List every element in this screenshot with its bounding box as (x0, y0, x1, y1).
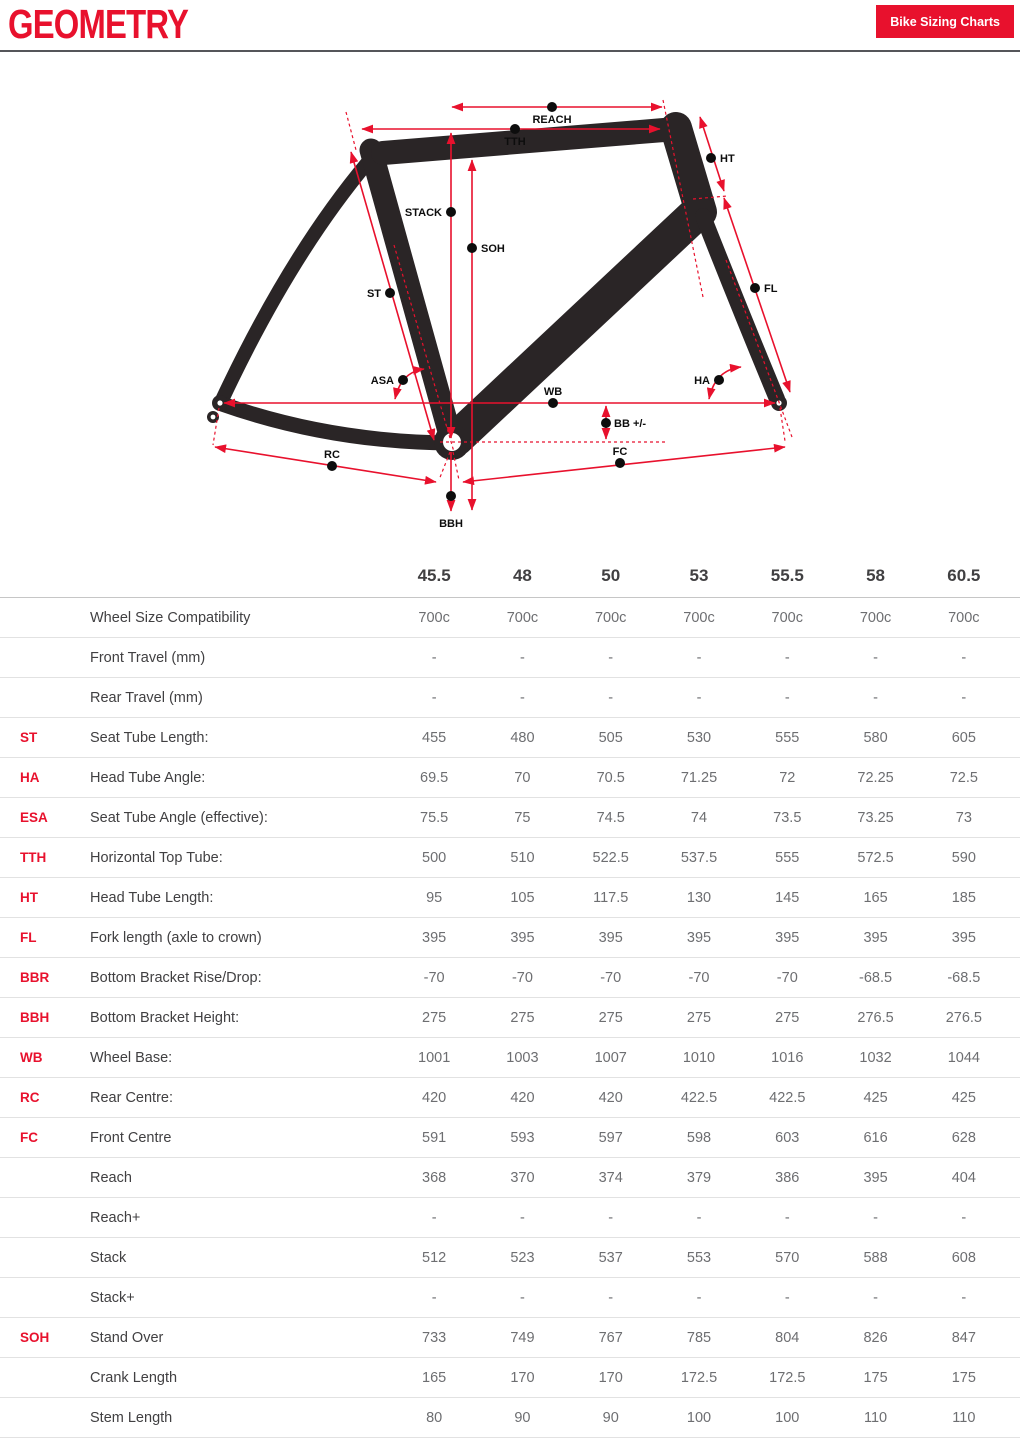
row-code: RC (20, 1090, 40, 1105)
row-value: 70 (514, 769, 531, 786)
table-row (0, 718, 1020, 758)
row-label: Stack+ (90, 1289, 135, 1306)
row-label: Head Tube Angle: (90, 769, 206, 786)
row-label: Seat Tube Length: (90, 729, 209, 746)
table-row (0, 1078, 1020, 1118)
row-value: - (608, 1289, 614, 1306)
row-value: 420 (510, 1089, 535, 1106)
row-label: Reach (90, 1169, 132, 1186)
row-value: 420 (422, 1089, 447, 1106)
row-value: 368 (422, 1169, 447, 1186)
row-value: - (873, 1209, 878, 1226)
row-code: FL (20, 930, 37, 945)
row-label: Reach+ (90, 1209, 141, 1226)
row-value: 175 (951, 1369, 976, 1386)
table-row (0, 878, 1020, 918)
row-value: 73.25 (857, 809, 894, 826)
size-col-header: 45.5 (417, 566, 451, 585)
table-row (0, 1158, 1020, 1198)
bbh-label: BBH (439, 518, 463, 530)
geometry-table-body (0, 598, 1020, 1438)
table-row (0, 838, 1020, 878)
row-label: Front Centre (90, 1129, 172, 1146)
row-value: 1001 (418, 1049, 451, 1066)
row-value: 145 (775, 889, 800, 906)
row-label: Stack (90, 1249, 127, 1266)
row-value: -70 (511, 969, 533, 986)
row-value: 572.5 (857, 849, 894, 866)
row-value: 100 (775, 1409, 800, 1426)
row-value: 553 (686, 1249, 712, 1266)
row-value: 425 (863, 1089, 888, 1106)
bike-geometry-diagram (0, 52, 1020, 555)
row-value: 172.5 (769, 1369, 806, 1386)
row-value: 570 (775, 1249, 800, 1266)
row-value: 1007 (594, 1049, 627, 1066)
row-value: 505 (598, 729, 623, 746)
table-row (0, 1038, 1020, 1078)
row-value: 275 (510, 1009, 535, 1026)
page-title: GEOMETRY (8, 1, 189, 47)
row-value: 90 (514, 1409, 531, 1426)
row-value: 110 (952, 1409, 976, 1426)
row-value: 374 (598, 1169, 623, 1186)
dim-soh (467, 160, 505, 510)
row-value: - (961, 1209, 967, 1226)
row-value: 555 (775, 729, 800, 746)
row-value: - (873, 649, 878, 666)
row-value: 700c (594, 609, 627, 626)
row-value: 767 (598, 1329, 623, 1346)
stack-label: STACK (404, 207, 442, 219)
row-value: 275 (686, 1009, 712, 1026)
row-value: 523 (510, 1249, 535, 1266)
row-value: 276.5 (857, 1009, 894, 1026)
row-label: Seat Tube Angle (effective): (90, 809, 268, 826)
row-value: 379 (686, 1169, 712, 1186)
table-row (0, 1358, 1020, 1398)
st-label: ST (366, 288, 381, 300)
row-value: 480 (510, 729, 535, 746)
row-label: Bottom Bracket Height: (90, 1009, 240, 1026)
row-value: -70 (600, 969, 622, 986)
row-value: - (873, 689, 878, 706)
size-col-header: 50 (601, 566, 621, 585)
dim-fc (463, 446, 785, 482)
row-code: ESA (20, 810, 48, 825)
row-value: - (608, 689, 614, 706)
row-code: SOH (20, 1330, 50, 1345)
row-code: FC (20, 1130, 38, 1145)
row-value: 500 (422, 849, 447, 866)
dim-ha (694, 367, 741, 399)
row-value: -70 (423, 969, 445, 986)
row-code: BBR (20, 970, 50, 985)
row-value: 593 (510, 1129, 535, 1146)
dim-bbh (439, 452, 463, 530)
row-value: - (431, 1209, 437, 1226)
soh-label: SOH (481, 243, 505, 255)
row-value: 628 (951, 1129, 976, 1146)
size-header-row (0, 555, 1020, 598)
row-value: 1003 (506, 1049, 539, 1066)
table-row (0, 798, 1020, 838)
row-value: 512 (422, 1249, 447, 1266)
row-label: Front Travel (mm) (90, 649, 206, 666)
table-row (0, 758, 1020, 798)
row-value: 75 (514, 809, 531, 826)
row-value: 130 (686, 889, 712, 906)
row-label: Wheel Base: (90, 1049, 173, 1066)
row-value: 72 (779, 769, 796, 786)
wb-label: WB (543, 386, 563, 398)
row-value: - (520, 1289, 525, 1306)
row-value: 175 (863, 1369, 888, 1386)
table-row (0, 678, 1020, 718)
row-value: 185 (951, 889, 976, 906)
table-row (0, 1198, 1020, 1238)
row-value: 73.5 (773, 809, 802, 826)
row-value: 74 (690, 809, 708, 826)
row-value: - (431, 689, 437, 706)
row-value: 170 (510, 1369, 535, 1386)
row-value: 275 (422, 1009, 447, 1026)
row-value: - (696, 1289, 702, 1306)
row-value: 537 (598, 1249, 623, 1266)
table-row (0, 1398, 1020, 1438)
row-value: 275 (775, 1009, 800, 1026)
row-code: BBH (20, 1010, 50, 1025)
bike-frame-svg (0, 52, 1020, 555)
row-value: 105 (510, 889, 535, 906)
row-value: 90 (602, 1409, 619, 1426)
dim-rc (215, 447, 436, 482)
row-value: 117.5 (593, 889, 629, 906)
row-label: Crank Length (90, 1369, 178, 1386)
row-label: Fork length (axle to crown) (90, 929, 262, 946)
row-value: 95 (426, 889, 443, 906)
row-value: -68.5 (947, 969, 981, 986)
row-value: - (520, 649, 525, 666)
row-value: - (961, 1289, 967, 1306)
row-value: 605 (951, 729, 976, 746)
asa-label: ASA (370, 375, 394, 387)
row-value: 100 (686, 1409, 712, 1426)
row-value: 370 (510, 1169, 535, 1186)
row-value: 700c (948, 609, 980, 626)
table-row (0, 598, 1020, 638)
row-label: Head Tube Length: (90, 889, 214, 906)
row-value: 700c (506, 609, 539, 626)
row-value: - (784, 649, 790, 666)
size-col-header: 60.5 (947, 566, 981, 585)
row-code: WB (20, 1050, 43, 1065)
table-row (0, 918, 1020, 958)
row-value: - (520, 689, 525, 706)
row-value: - (696, 1209, 702, 1226)
row-value: 510 (510, 849, 535, 866)
row-value: 588 (863, 1249, 888, 1266)
row-value: 847 (951, 1329, 976, 1346)
row-value: 700c (683, 609, 715, 626)
row-value: 395 (863, 929, 888, 946)
reach-label: REACH (532, 114, 572, 126)
row-value: 733 (422, 1329, 447, 1346)
row-value: 590 (951, 849, 976, 866)
row-label: Rear Centre: (90, 1089, 174, 1106)
row-value: 275 (598, 1009, 623, 1026)
dim-bb (601, 406, 646, 439)
row-value: - (608, 649, 614, 666)
bb-label: BB +/- (614, 418, 647, 430)
row-code: ST (20, 730, 38, 745)
row-value: - (608, 1209, 614, 1226)
fc-label: FC (612, 446, 628, 458)
row-value: 422.5 (680, 1089, 718, 1106)
row-value: - (873, 1289, 878, 1306)
row-value: 749 (510, 1329, 535, 1346)
table-row (0, 958, 1020, 998)
row-code: HA (20, 770, 40, 785)
row-value: 70.5 (596, 769, 625, 786)
row-value: 71.25 (680, 769, 718, 786)
row-value: - (961, 689, 967, 706)
size-col-header: 48 (512, 566, 532, 585)
row-value: 420 (598, 1089, 623, 1106)
row-value: -68.5 (859, 969, 893, 986)
row-value: 522.5 (592, 849, 629, 866)
row-value: -70 (776, 969, 798, 986)
size-col-header: 53 (689, 566, 709, 585)
bike-sizing-charts-button[interactable]: Bike Sizing Charts (876, 5, 1014, 38)
size-col-header: 55.5 (770, 566, 804, 585)
table-row (0, 638, 1020, 678)
table-row (0, 998, 1020, 1038)
row-value: 1010 (682, 1049, 716, 1066)
page-header (0, 0, 1020, 52)
row-value: 785 (686, 1329, 712, 1346)
row-value: 165 (422, 1369, 447, 1386)
row-value: 395 (598, 929, 623, 946)
row-value: 537.5 (680, 849, 718, 866)
row-value: 425 (951, 1089, 976, 1106)
size-col-header: 58 (866, 566, 886, 585)
row-value: 1032 (859, 1049, 892, 1066)
row-value: 80 (426, 1409, 443, 1426)
row-value: 404 (951, 1169, 976, 1186)
row-value: 395 (863, 1169, 888, 1186)
row-value: - (961, 649, 967, 666)
ha-label: HA (694, 375, 710, 387)
row-value: 172.5 (680, 1369, 718, 1386)
rc-label: RC (324, 449, 340, 461)
row-value: - (784, 1289, 790, 1306)
row-value: 804 (775, 1329, 800, 1346)
row-value: 591 (422, 1129, 447, 1146)
fl-label: FL (764, 283, 778, 295)
row-value: - (696, 689, 702, 706)
row-value: 580 (863, 729, 888, 746)
row-value: 598 (686, 1129, 712, 1146)
row-value: 700c (771, 609, 803, 626)
row-value: -70 (688, 969, 710, 986)
row-value: 72.25 (857, 769, 894, 786)
row-value: 276.5 (945, 1009, 982, 1026)
row-value: - (431, 649, 437, 666)
row-value: 395 (951, 929, 976, 946)
row-value: 616 (863, 1129, 888, 1146)
row-value: 74.5 (596, 809, 625, 826)
table-row (0, 1318, 1020, 1358)
row-value: 395 (686, 929, 712, 946)
row-value: 170 (598, 1369, 623, 1386)
row-value: 422.5 (769, 1089, 806, 1106)
bike-frame (207, 128, 787, 460)
row-label: Rear Travel (mm) (90, 689, 203, 706)
row-value: - (784, 689, 790, 706)
row-code: HT (20, 890, 38, 905)
row-value: 386 (775, 1169, 800, 1186)
row-value: 69.5 (420, 769, 449, 786)
row-value: - (520, 1209, 525, 1226)
row-value: 597 (598, 1129, 623, 1146)
row-value: - (784, 1209, 790, 1226)
row-value: 1016 (771, 1049, 804, 1066)
row-value: 530 (686, 729, 712, 746)
table-row (0, 1238, 1020, 1278)
row-code: TTH (20, 850, 47, 865)
row-value: 395 (422, 929, 447, 946)
row-value: 608 (951, 1249, 976, 1266)
row-value: 455 (422, 729, 447, 746)
row-label: Stem Length (90, 1409, 173, 1426)
row-value: 110 (864, 1409, 888, 1426)
row-value: 72.5 (949, 769, 978, 786)
row-label: Bottom Bracket Rise/Drop: (90, 969, 262, 986)
row-value: 826 (863, 1329, 888, 1346)
row-value: 603 (775, 1129, 800, 1146)
tth-label: TTH (504, 136, 526, 148)
row-value: 1044 (947, 1049, 980, 1066)
row-value: 73 (955, 809, 972, 826)
table-row (0, 1118, 1020, 1158)
row-value: 700c (418, 609, 450, 626)
row-label: Wheel Size Compatibility (90, 609, 251, 626)
row-value: 75.5 (420, 809, 449, 826)
row-label: Horizontal Top Tube: (90, 849, 223, 866)
row-value: 165 (863, 889, 888, 906)
row-value: - (696, 649, 702, 666)
geometry-table (0, 555, 1020, 1438)
row-value: - (431, 1289, 437, 1306)
table-row (0, 1278, 1020, 1318)
row-value: 395 (775, 929, 800, 946)
row-value: 395 (510, 929, 535, 946)
ht-label: HT (720, 153, 735, 165)
dim-asa (371, 369, 424, 399)
row-value: 700c (859, 609, 892, 626)
row-value: 555 (775, 849, 800, 866)
row-label: Stand Over (90, 1329, 164, 1346)
